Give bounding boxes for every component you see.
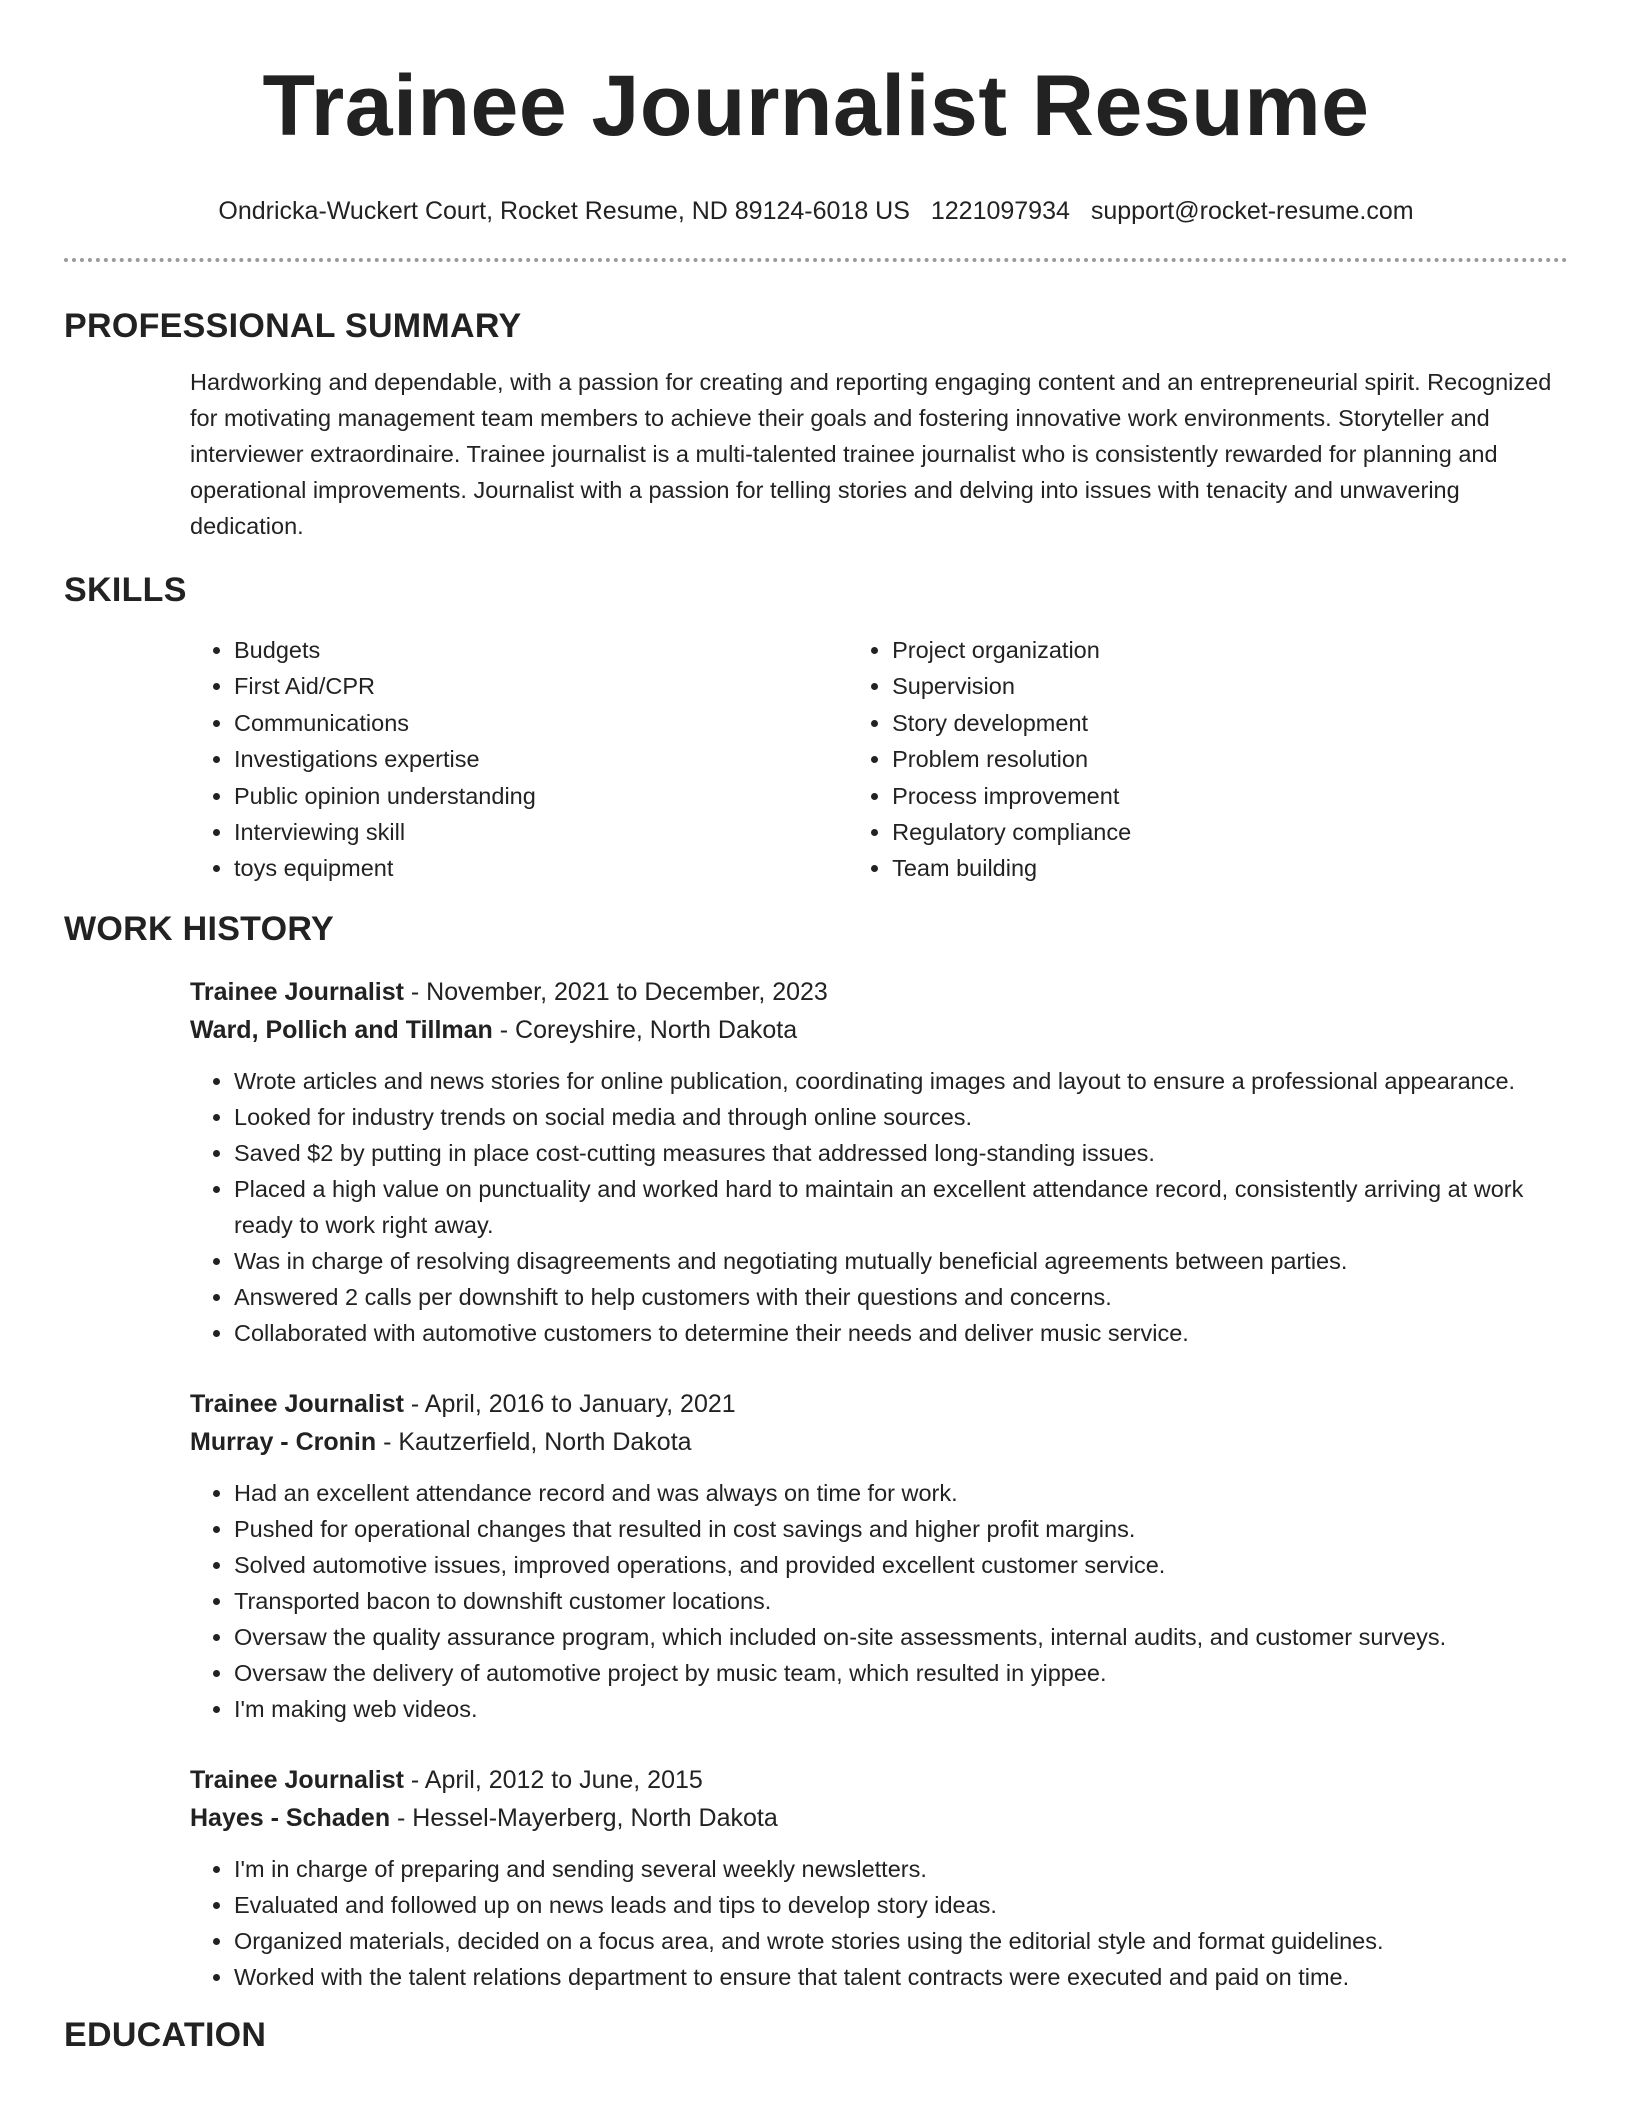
contact-phone: 1221097934: [930, 197, 1070, 225]
job-title-line: [190, 1761, 1568, 1799]
job-bullet: • Solved automotive issues, improved operations, and provided excellent customer service.: [234, 1547, 1568, 1583]
job-company-line: [190, 1799, 1568, 1837]
job-location: - Coreyshire, North Dakota: [492, 1015, 798, 1044]
job-bullet: • Was in charge of resolving disagreements and negotiating mutually beneficial agreements between parties.: [234, 1243, 1568, 1279]
job-title: Trainee Journalist: [190, 977, 404, 1006]
contact-email: support@rocket-resume.com: [1090, 197, 1414, 225]
job-bullet: • Oversaw the quality assurance program, which included on-site assessments, internal audits, and customer surveys.: [234, 1619, 1568, 1655]
job-entry: [190, 1761, 1568, 1995]
skills-list: [190, 632, 1568, 887]
skill-item: • Supervision: [892, 668, 1568, 704]
skill-item: • Communications: [234, 705, 848, 741]
dotted-divider: [64, 258, 1568, 262]
job-dates: - April, 2016 to January, 2021: [403, 1389, 736, 1418]
skill-item: • Budgets: [234, 632, 848, 668]
job-bullets: [190, 1475, 1568, 1727]
job-bullets: [190, 1063, 1568, 1351]
skill-item: • First Aid/CPR: [234, 668, 848, 704]
skill-item: • Problem resolution: [892, 741, 1568, 777]
job-bullet: • Oversaw the delivery of automotive project by music team, which resulted in yippee.: [234, 1655, 1568, 1691]
contact-address: Ondricka-Wuckert Court, Rocket Resume, ND 89124-6018 US: [218, 197, 910, 225]
resume-title: Trainee Journalist Resume: [262, 58, 1370, 154]
skill-item: • Project organization: [892, 632, 1568, 668]
job-company: Ward, Pollich and Tillman: [190, 1015, 493, 1044]
job-bullet: • Evaluated and followed up on news leads and tips to develop story ideas.: [234, 1887, 1568, 1923]
job-bullet: • I'm making web videos.: [234, 1691, 1568, 1727]
skills-column-right: [848, 632, 1568, 887]
skill-item: • Interviewing skill: [234, 814, 848, 850]
job-bullet: • Answered 2 calls per downshift to help customers with their questions and concerns.: [234, 1279, 1568, 1315]
job-company-line: [190, 1423, 1568, 1461]
resume-page: [64, 0, 1568, 2055]
job-dates: - November, 2021 to December, 2023: [403, 977, 828, 1006]
job-title: Trainee Journalist: [190, 1389, 404, 1418]
job-location: - Hessel-Mayerberg, North Dakota: [390, 1803, 778, 1832]
job-bullet: • Looked for industry trends on social media and through online sources.: [234, 1099, 1568, 1135]
job-company: Hayes - Schaden: [190, 1803, 391, 1832]
skills-heading: SKILLS: [64, 571, 187, 609]
skill-item: • toys equipment: [234, 850, 848, 886]
job-bullet: • Wrote articles and news stories for online publication, coordinating images and layout to ensure a professional appearance.: [234, 1063, 1568, 1099]
job-bullet: • Collaborated with automotive customers to determine their needs and deliver music service.: [234, 1315, 1568, 1351]
job-bullet: • Organized materials, decided on a focus area, and wrote stories using the editorial style and format guidelines.: [234, 1923, 1568, 1959]
work-history-heading: WORK HISTORY: [64, 909, 334, 948]
contact-line: [64, 196, 1568, 226]
skill-item: • Public opinion understanding: [234, 778, 848, 814]
job-title: Trainee Journalist: [190, 1765, 404, 1794]
job-bullet: • Saved $2 by putting in place cost-cutting measures that addressed long-standing issues.: [234, 1135, 1568, 1171]
skill-item: • Story development: [892, 705, 1568, 741]
job-company: Murray - Cronin: [190, 1427, 377, 1456]
job-dates: - April, 2012 to June, 2015: [403, 1765, 703, 1794]
job-location: - Kautzerfield, North Dakota: [376, 1427, 692, 1456]
job-bullet: • Had an excellent attendance record and was always on time for work.: [234, 1475, 1568, 1511]
job-title-line: [190, 1385, 1568, 1423]
skill-item: • Regulatory compliance: [892, 814, 1568, 850]
skills-column-left: [190, 632, 848, 887]
job-bullet: • Transported bacon to downshift customer locations.: [234, 1583, 1568, 1619]
skill-item: • Team building: [892, 850, 1568, 886]
skill-item: • Investigations expertise: [234, 741, 848, 777]
job-bullet: • Placed a high value on punctuality and worked hard to maintain an excellent attendance record, consistently arriving at work ready to work right away.: [234, 1171, 1568, 1243]
job-title-line: [190, 973, 1568, 1011]
job-entry: [190, 1385, 1568, 1727]
summary-heading: PROFESSIONAL SUMMARY: [64, 307, 522, 345]
job-bullets: [190, 1851, 1568, 1995]
skill-item: • Process improvement: [892, 778, 1568, 814]
job-entry: [190, 973, 1568, 1351]
job-bullet: • Worked with the talent relations department to ensure that talent contracts were executed and paid on time.: [234, 1959, 1568, 1995]
job-company-line: [190, 1011, 1568, 1049]
job-bullet: • Pushed for operational changes that resulted in cost savings and higher profit margins.: [234, 1511, 1568, 1547]
summary-text: Hardworking and dependable, with a passion for creating and reporting engaging content and an entrepreneurial spirit. Recognized for motivating management team members to achieve their goals and fostering innovative work environments. Storyteller and interviewer extraordinaire. Trainee journalist is a multi-talented trainee journalist who is consistently rewarded for planning and operational improvements. Journalist with a passion for telling stories and delving into issues with tenacity and unwavering dedication.: [190, 369, 1552, 539]
education-heading: EDUCATION: [64, 2015, 267, 2054]
job-bullet: • I'm in charge of preparing and sending several weekly newsletters.: [234, 1851, 1568, 1887]
